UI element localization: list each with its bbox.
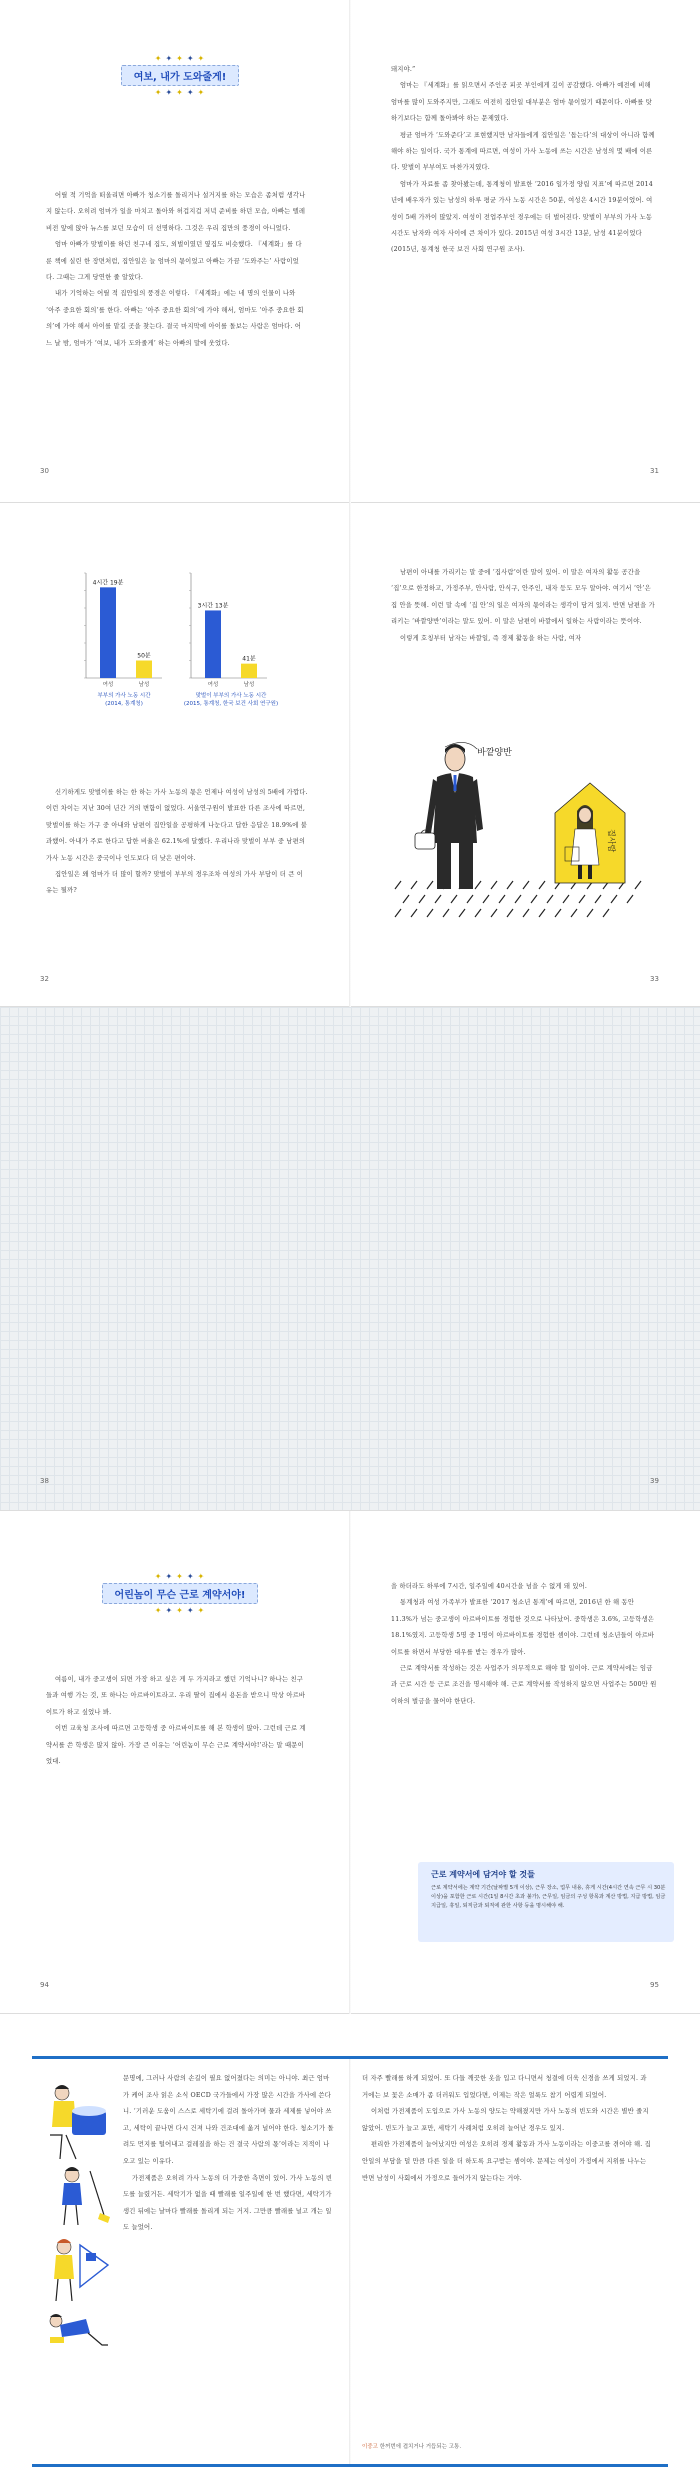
bar-value-label: 41분 (242, 655, 256, 663)
info-box-title: 근로 계약서에 담겨야 할 것들 (431, 1870, 535, 1879)
bar-value-label: 4시간 19분 (92, 579, 124, 587)
label-house-person: 집사람 (607, 829, 616, 853)
illustration-housework-people (42, 2075, 114, 2355)
title-decoration-bottom: ✦ ✦ ✦ ✦ ✦ (154, 88, 206, 97)
chart-caption: 맞벌이 부부의 가사 노동 시간 (195, 693, 267, 699)
gutter (349, 0, 351, 503)
bar-value-label: 3시간 13분 (197, 602, 229, 610)
paragraph: 남편이 아내를 가리키는 말 중에 ‘집사람’이란 말이 있어. 이 말은 여자의 활동 공간을 ‘집’으로 한정하고, 가정주부, 안사람, 안식구, 안주인, 내자 등도 모두 알아야. 여기서 ‘안’은 집 안을 뜻해. 이런 말 속에 ‘집 안’의 일은 여자의 몫이라는 생각이 담겨 있지. 반면 남편을 가리키는 ‘바깥양반’이라는 말도 있어. 이 말은 남편이 바깥에서 일하는 사람이라는 뜻이야. (391, 569, 655, 626)
paragraph: 엄마가 자료를 좀 찾아봤는데, 통계청이 발표한 ‘2016 일가정 양립 지표’에 따르면 2014년에 배우자가 있는 남성의 하루 평균 가사 노동 시간은 50분, 여성은 4시간 19분이었어. 여성이 5배 가까이 많았지. 여성이 전업주부인 경우에는 더 벌어진다. 맞벌이 부부의 가사 노동 시간도 남자와 여자 사이에 큰 차이가 있다. 2015년 여성 3시간 13분, 남성 41분이었다(2015년, 통계청 한국 보건 사회 연구원 조사). (391, 180, 653, 254)
chapter-title-block (70, 1572, 290, 1615)
paragraph: 돼지야.” (391, 66, 416, 73)
y-ticks (84, 573, 86, 678)
title-decoration-top: ✦ ✦ ✦ ✦ ✦ (154, 54, 206, 63)
paragraph: 가전제품은 오히려 가사 노동의 더 가중한 측면이 있어. 가사 노동의 빈도를 늘렸거든. 세탁기가 없을 때 빨래를 일주일에 한 번 했다면, 세탁기가 생긴 뒤에는 날마다 빨래를 돌리게 되는 거지. 그만큼 빨래를 널고 개는 일도 늘었어. (123, 2174, 333, 2232)
person-washing (50, 2085, 106, 2159)
footnote (362, 2442, 461, 2450)
page-number: 94 (40, 1981, 49, 1989)
paragraph: 어릴 적 기억을 떠올리면 아빠가 청소기를 돌리거나 설거지를 하는 모습은 좀처럼 생각나지 않는다. 오히려 엄마가 일을 마치고 돌아와 허겁지겁 저녁 준비를 하던 모습, 아빠는 텔레비전 앞에 앉아 뉴스를 보던 모습이 더 선명하다. 그것은 우리 집만의 풍경이 아니었다. (46, 192, 306, 232)
page-33-body (391, 565, 657, 647)
page-number: 38 (40, 1477, 49, 1485)
gutter (349, 2059, 351, 2464)
chart-dual-income-housework-2015 (175, 563, 285, 713)
bar-male (241, 664, 257, 678)
category-label: 여성 (207, 682, 219, 688)
page-38-body (123, 2071, 335, 2237)
page-32-body (46, 785, 308, 900)
chart-caption-source: (2015, 통계청, 한국 보건 사회 연구원) (183, 701, 279, 707)
chapter-title-block (70, 54, 290, 97)
label-outside-person: 바깥양반 (477, 748, 512, 758)
category-label: 남성 (243, 682, 255, 688)
info-box (418, 1862, 674, 1942)
footnote-definition: 한꺼번에 겹치거나 거듭되는 고통. (379, 2444, 462, 2450)
paragraph: 이렇게 호칭부터 남자는 바깥일, 즉 경제 활동을 하는 사람, 여자 (400, 634, 582, 642)
illustration-outside-man-house-woman (385, 733, 665, 923)
category-label: 여성 (102, 682, 114, 688)
content-panel (32, 2056, 668, 2467)
man-in-suit (415, 744, 483, 889)
page-39-body (362, 2071, 652, 2187)
person-hanging-laundry (54, 2239, 108, 2301)
paragraph: 엄마는 『세계화』를 읽으면서 주인공 피곳 부인에게 깊이 공감했다. 아빠가 예전에 비해 엄마를 많이 도와주지만, 그래도 여전히 집안일 대부분은 엄마 몫이었기 때문이다. 아빠를 탓하기보다는 함께 돌아봐야 하는 문제였다. (391, 82, 653, 123)
chart-caption: 부부의 가사 노동 시간 (97, 693, 151, 699)
title-decoration-top: ✦ ✦ ✦ ✦ ✦ (154, 1572, 206, 1581)
chart-housework-2014 (70, 563, 170, 713)
y-ticks (189, 573, 191, 678)
paragraph: 신기하게도 맞벌이를 하는 한 하는 가사 노동의 몫은 언제나 여성이 남성의 5배에 가깝다. 이런 차이는 지난 30여 년간 거의 변함이 없었다. 서울연구원이 발표한 다른 조사에 따르면, 맞벌이를 하는 가구 중 아내와 남편이 집안일을 공평하게 나눈다고 답한 응답은 18.9%에 불과했어. 아내가 주로 한다고 답한 비율은 62.1%에 달했다. 우리나라 맞벌이 부부 중 남편의 가사 노동 시간은 중국이나 인도보다 더 낮은 편이야. (46, 789, 308, 862)
bars (198, 601, 257, 688)
paragraph: 문명에, 그러나 사람의 손길이 필요 없어졌다는 의미는 아니야. 최근 엄마가 케어 조사 읽은 소식 OECD 국가들에서 가장 많은 시간을 가사에 쓴다니. ‘기러운 도움이 스스로 세탁기에 걸려 돌아가며 물과 세제를 넣어야 쓰고, 세탁이 끝나면 다시 건져 나와 건조대에 옮겨 널어야 한다. 청소기가 돌려도 먼지를 털어내고 걸레질을 하는 건 결국 사람의 몫’이라는 지적이 나오고 있는 이유다. (123, 2075, 334, 2165)
chart-caption-source: (2014, 통계청) (105, 701, 143, 707)
paragraph: 집안일은 왜 엄마가 더 많이 할까? 맞벌이 부부의 경우조차 여성의 가사 부담이 더 큰 이유는 뭘까? (46, 871, 304, 895)
bar-female (205, 610, 221, 678)
title-decoration-bottom: ✦ ✦ ✦ ✦ ✦ (154, 1606, 206, 1615)
spread-pages-94-95 (0, 1511, 700, 2014)
info-box-body: 근로 계약서에는 계약 기간(날짜별 5개 이상), 근무 장소, 업무 내용, 휴게 시간(4시간 연속 근무 시 30분 이상)을 포함한 근로 시간(1일 8시간 초과 불가), 근무일, 임금의 구성 항목과 계산 방법, 지급 방법, 임금 지급일, 휴일, 퇴직금과 퇴직에 관한 사항 등을 명시해야 해. (431, 1885, 666, 1909)
paragraph: 평균 엄마가 ‘도와준다’고 표현했지만 남자들에게 집안일은 ‘돕는다’의 대상이 아니라 함께 해야 하는 일이다. 국가 통계에 따르면, 여성이 가사 노동에 쓰는 시간은 남성의 몇 배에 이른다. 맞벌이 부부여도 마찬가지였다. (391, 131, 655, 172)
bar-male (136, 661, 152, 679)
paragraph: 더 자주 빨래를 하게 되었어. 또 다들 깨끗한 옷을 입고 다니면서 청결에 더욱 신경을 쓰게 되었지. 과거에는 보 꽃은 소매가 좀 더러워도 입었다면, 이제는 작은 얼룩도 참기 어렵게 되었어. (362, 2075, 647, 2099)
footnote-term: 이중고 (362, 2444, 378, 2450)
page-number: 39 (650, 1477, 659, 1485)
page-30-body (46, 188, 306, 352)
gutter (349, 1511, 351, 2014)
paragraph: 엄마 아빠가 맞벌이를 하던 친구네 집도, 외벌이였던 옆집도 비슷했다. 『세계화』를 다룬 책에 실린 한 장면처럼, 집안일은 늘 엄마의 몫이었고 아빠는 가끔 ‘도와주는’ 사람이었다. 그때는 그게 당연한 줄 알았다. (46, 241, 302, 282)
paragraph: 통계청과 여성 가족부가 발표한 ‘2017 청소년 통계’에 따르면, 2016년 한 해 동안 11.3%가 넘는 중고생이 아르바이트를 경험한 것으로 나타났어. 중학생은 3.6%, 고등학생은 18.1%였지. 고등학생 5명 중 1명이 아르바이트를 경험한 셈이야. 그런데 청소년들이 아르바이트를 하면서 부당한 대우를 받는 경우가 많아. (391, 1599, 655, 1656)
paragraph: 근로 계약서를 작성하는 것은 사업주가 의무적으로 해야 할 일이야. 근로 계약서에는 임금과 근로 시간 등 근로 조건을 명시해야 해. 근로 계약서를 작성하지 않으면 사업주는 500만 원 이하의 벌금을 물어야 한단다. (391, 1665, 657, 1705)
bars (93, 578, 152, 688)
bar-value-label: 50분 (137, 652, 151, 660)
page-94-body (46, 1672, 308, 1770)
ground-hatching (395, 881, 641, 917)
paragraph: 편리한 가전제품이 늘어났지만 여성은 오히려 경제 활동과 가사 노동이라는 이중고를 겪어야 해. 집안일의 부담을 덜 만큼 다른 일을 더 하도록 요구받는 셈이야. 문제는 여성이 가정에서 지위를 나누는 반면 남성이 사회에서 가정으로 들어가지 않는다는 거야. (362, 2141, 651, 2182)
paragraph: 여름이, 내가 중고생이 되면 가장 하고 싶은 게 두 가지라고 했던 기억나니? 하나는 친구들과 여행 가는 것, 또 하나는 아르바이트라고. 우리 딸이 집에서 용돈을 받으니 막상 아르바이트가 하고 싶었나 봐. (46, 1676, 306, 1716)
spread-pages-30-31 (0, 0, 700, 503)
page-number: 95 (650, 1981, 659, 1989)
category-label: 남성 (138, 682, 150, 688)
person-sweeping (62, 2167, 110, 2225)
paragraph: 내가 기억하는 어릴 적 집안일의 풍경은 이렇다. 『세계화』에는 네 명의 인물이 나와 ‘아주 중요한 회의’를 한다. 아빠는 ‘아주 중요한 회의’에 가야 해서, 엄마도 ‘아주 중요한 회의’에 가야 해서 아이를 맡길 곳을 찾는다. 결국 마지막에 아이를 돌보는 사람은 엄마다. 어느 날 밤, 엄마가 ‘여보, 내가 도와줄게’ 하는 아빠의 말에 웃었다. (46, 290, 304, 347)
page-95-body (391, 1579, 657, 1710)
paragraph: 이번 교육청 조사에 따르면 고등학생 중 아르바이트를 해 본 학생이 많아. 그런데 근로 계약서를 쓴 학생은 많지 않아. 가장 큰 이유는 ‘어린놈이 무슨 근로 계약서야!’라는 말 때문이었대. (46, 1725, 306, 1766)
person-wiping-floor (50, 2314, 108, 2345)
page-number: 31 (650, 467, 659, 475)
spread-pages-32-33 (0, 503, 700, 1007)
bar-female (100, 587, 116, 678)
page-number: 32 (40, 975, 49, 983)
gutter (349, 503, 351, 1007)
chapter-title: 어린놈이 무슨 근로 계약서야! (102, 1583, 259, 1604)
page-31-body (391, 62, 657, 259)
chapter-title: 여보, 내가 도와줄게! (121, 65, 240, 86)
page-number: 30 (40, 467, 49, 475)
paragraph: 을 하더라도 하루에 7시간, 일주일에 40시간을 넘을 수 없게 돼 있어. (391, 1583, 588, 1590)
page-number: 33 (650, 975, 659, 983)
paragraph: 이처럼 가전제품이 도입으로 가사 노동의 양도는 약해졌지만 가사 노동의 빈도와 시간은 별반 줄지 않았어. 빈도가 늘고 포만, 세탁기 사례처럼 오히려 늘어난 경우도 있지. (362, 2108, 649, 2132)
